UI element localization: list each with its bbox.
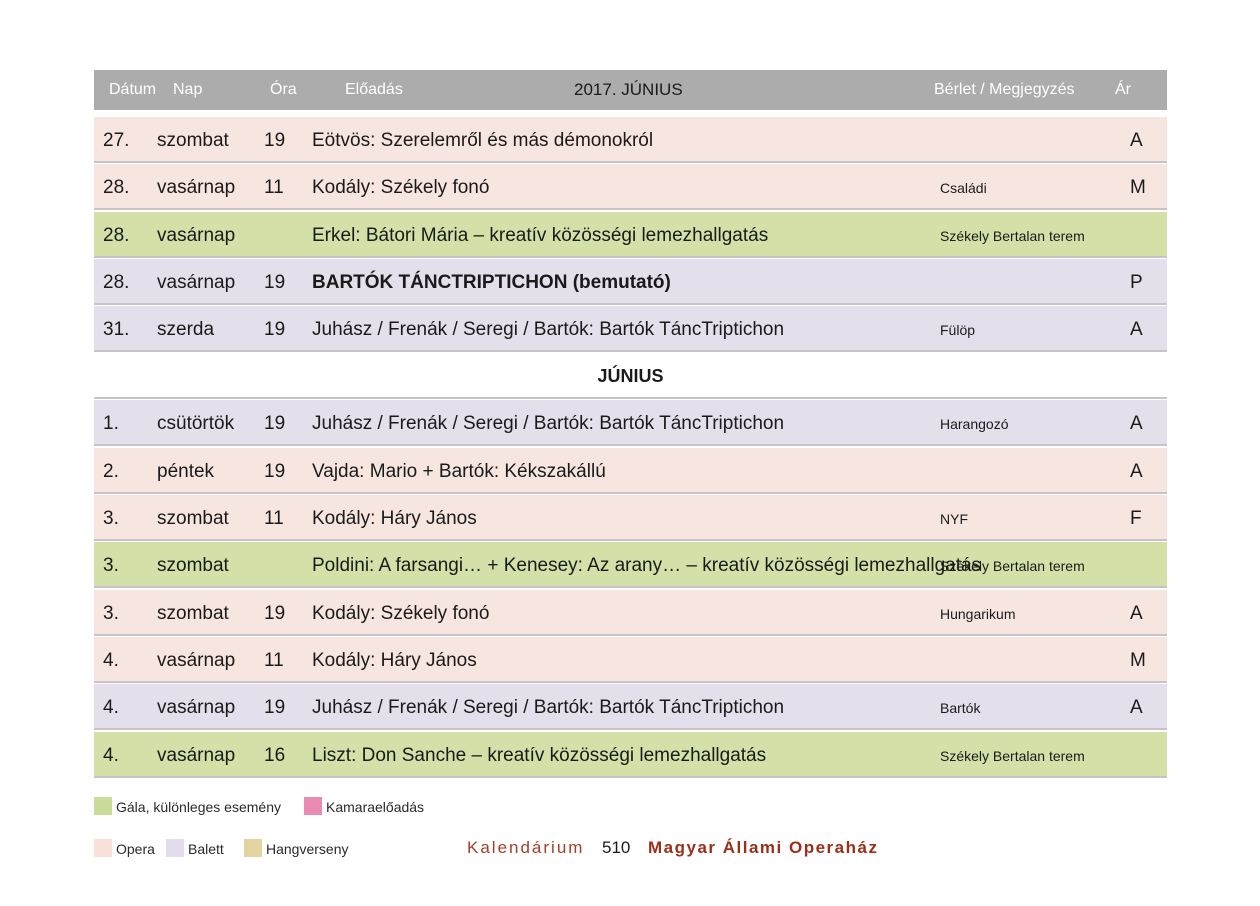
- row-day: vasárnap: [157, 649, 236, 671]
- row-hour: 11: [264, 508, 284, 530]
- row-title: Juhász / Frenák / Seregi / Bartók: Bartók TáncTriptichon: [312, 697, 785, 719]
- header-note: Bérlet / Megjegyzés: [934, 81, 1075, 98]
- row-note: Hungarikum: [940, 605, 1016, 622]
- legend-opera-label: Opera: [116, 841, 155, 857]
- table-row: [94, 306, 1167, 352]
- row-day: szombat: [157, 602, 229, 624]
- row-hour: 11: [264, 177, 284, 199]
- row-title: Juhász / Frenák / Seregi / Bartók: Bartók TáncTriptichon: [312, 413, 785, 435]
- table-row: [94, 542, 1167, 588]
- row-day: vasárnap: [157, 271, 236, 293]
- legend-gala-swatch: [94, 797, 112, 815]
- table-row: [94, 637, 1167, 683]
- row-hour: 19: [264, 319, 286, 341]
- footer-opera-house: Magyar Állami Operaház: [648, 838, 879, 857]
- table-row: [94, 448, 1167, 494]
- row-note: NYF: [940, 511, 968, 528]
- header-title: Előadás: [345, 81, 403, 98]
- row-hour: 19: [264, 130, 286, 151]
- row-day: szombat: [157, 555, 229, 577]
- header-month: 2017. JÚNIUS: [574, 80, 683, 99]
- row-date: 3.: [103, 555, 119, 577]
- row-title: Eötvös: Szerelemről és más démonokról: [312, 130, 654, 151]
- row-date: 4.: [103, 649, 119, 671]
- row-hour: 19: [264, 697, 286, 719]
- schedule-table: [94, 117, 1167, 779]
- row-title: Liszt: Don Sanche – kreatív közösségi lemezhallgatás: [312, 744, 767, 766]
- row-price: A: [1130, 319, 1143, 341]
- row-hour: 19: [264, 460, 286, 482]
- row-date: 28.: [103, 271, 130, 293]
- row-day: vasárnap: [157, 177, 236, 199]
- table-row: [94, 164, 1167, 210]
- legend-kamara-label: Kamaraelőadás: [326, 799, 425, 815]
- row-day: szombat: [157, 130, 229, 151]
- row-note: Székely Bertalan terem: [940, 227, 1085, 244]
- header-date: Dátum: [109, 81, 157, 98]
- table-row: [94, 590, 1167, 636]
- row-date: 1.: [103, 413, 119, 435]
- row-day: péntek: [157, 460, 215, 482]
- legend-kamara-swatch: [304, 797, 322, 815]
- header-hour: Óra: [270, 81, 297, 98]
- header-price: Ár: [1115, 81, 1131, 98]
- row-date: 2.: [103, 460, 119, 482]
- legend-opera-swatch: [94, 839, 112, 857]
- table-row: [94, 684, 1167, 730]
- row-title: Erkel: Bátori Mária – kreatív közösségi lemezhallgatás: [312, 224, 769, 246]
- row-hour: 19: [264, 271, 286, 293]
- row-price: P: [1130, 271, 1143, 293]
- legend-balett-label: Balett: [188, 841, 224, 857]
- row-title: Kodály: Háry János: [312, 508, 477, 530]
- table-header: [94, 70, 1167, 110]
- table-row: [94, 212, 1167, 258]
- row-day: vasárnap: [157, 224, 236, 246]
- row-day: szerda: [157, 319, 215, 341]
- row-price: M: [1130, 177, 1146, 199]
- row-date: 3.: [103, 508, 119, 530]
- row-day: vasárnap: [157, 744, 236, 766]
- row-note: Családi: [940, 180, 987, 197]
- row-price: A: [1130, 697, 1143, 719]
- row-hour: 19: [264, 602, 286, 624]
- row-note: Harangozó: [940, 416, 1009, 433]
- row-day: szombat: [157, 508, 229, 530]
- month-label: JÚNIUS: [597, 366, 664, 387]
- row-price: A: [1130, 130, 1143, 151]
- row-price: A: [1130, 602, 1143, 624]
- footer-page-number: 510: [602, 838, 631, 857]
- legend-hangverseny-label: Hangverseny: [266, 841, 349, 857]
- row-note: Bartók: [940, 700, 981, 717]
- row-note: Fülöp: [940, 322, 976, 339]
- row-note: Székely Bertalan terem: [940, 747, 1085, 764]
- table-row: [94, 117, 1167, 163]
- table-row: [94, 495, 1167, 541]
- june-rows: [94, 400, 1167, 777]
- may-rows: [94, 117, 1167, 352]
- row-price: F: [1130, 508, 1142, 530]
- table-row: [94, 400, 1167, 446]
- row-date: 4.: [103, 697, 119, 719]
- row-title: BARTÓK TÁNCTRIPTICHON (bemutató): [312, 271, 671, 293]
- legend-hangverseny-swatch: [244, 839, 262, 857]
- row-title: Vajda: Mario + Bartók: Kékszakállú: [312, 460, 606, 482]
- table-row: [94, 732, 1167, 778]
- row-price: M: [1130, 649, 1146, 671]
- row-title: Kodály: Székely fonó: [312, 177, 490, 199]
- row-day: csütörtök: [157, 413, 235, 435]
- row-title: Kodály: Székely fonó: [312, 602, 490, 624]
- row-date: 28.: [103, 224, 130, 246]
- row-note: Székely Bertalan terem: [940, 558, 1085, 575]
- row-date: 27.: [103, 130, 130, 151]
- row-date: 3.: [103, 602, 119, 624]
- row-title: Juhász / Frenák / Seregi / Bartók: Bartók TáncTriptichon: [312, 319, 785, 341]
- row-title: Kodály: Háry János: [312, 649, 477, 671]
- legend-gala-label: Gála, különleges esemény: [116, 799, 281, 815]
- table-row: [94, 259, 1167, 305]
- footer-kalendarium: Kalendárium: [467, 838, 585, 857]
- row-title: Poldini: A farsangi… + Kenesey: Az arany… – kreatív közösségi lemezhallgatás: [312, 555, 982, 577]
- row-hour: 16: [264, 744, 286, 766]
- row-date: 28.: [103, 177, 130, 199]
- row-date: 31.: [103, 319, 130, 341]
- row-hour: 19: [264, 413, 286, 435]
- legend-balett-swatch: [166, 839, 184, 857]
- row-price: A: [1130, 413, 1143, 435]
- row-date: 4.: [103, 744, 119, 766]
- header-day: Nap: [173, 81, 203, 98]
- row-price: A: [1130, 460, 1143, 482]
- row-hour: 11: [264, 649, 284, 671]
- month-divider: [94, 353, 1167, 399]
- row-day: vasárnap: [157, 697, 236, 719]
